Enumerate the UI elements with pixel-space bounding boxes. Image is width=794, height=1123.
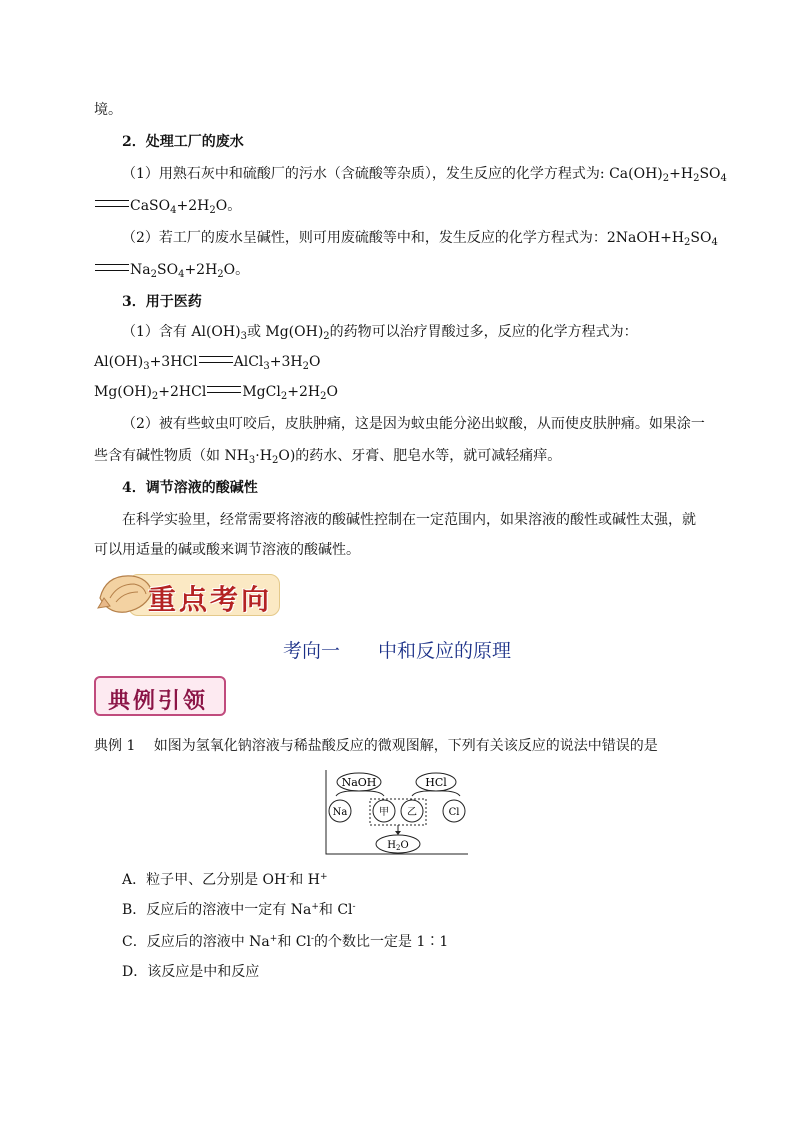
question-text: 典例 1 如图为氢氧化钠溶液与稀盐酸反应的微观图解，下列有关该反应的说法中错误的是 [94,738,658,754]
text-line: 可以用适量的碱或酸来调节溶液的酸碱性。 [94,542,360,558]
heading-4: 4．调节溶液的酸碱性 [122,480,258,496]
example-tag [94,676,226,716]
example-tag-label: 典例引领 [108,688,209,714]
section-title: 考向一 中和反应的原理 [282,640,511,662]
text-line: （2）若工厂的废水呈碱性，则可用废硫酸等中和，发生反应的化学方程式为：$2NaOH+H_2SO_4$ [122,230,718,248]
text-line: （2）被有些蚊虫叮咬后，皮肤肿痛，这是因为蚊虫能分泌出蚁酸，从而使皮肤肿痛。如果涂一 [122,416,705,432]
heading-3: 3．用于医药 [122,294,202,310]
equals-sign [207,386,241,393]
reaction-diagram [324,768,470,856]
water-label: $H_2O$ [387,840,409,852]
key-points-banner [92,566,284,622]
text-line: 在科学实验里，经常需要将溶液的酸碱性控制在一定范围内，如果溶液的酸性或碱性太强，就 [122,512,696,528]
jia-label: 甲 [379,807,389,818]
equation-line: $CaSO_4+2H_2O$。 [94,196,241,216]
equals-sign [95,200,129,207]
yi-label: 乙 [407,807,417,818]
arrow-head [395,831,401,835]
hcl-label: HCl [425,776,447,789]
option-d: D．该反应是中和反应 [122,964,260,980]
naoh-label: NaOH [341,776,377,789]
equals-sign [95,264,129,271]
heading-2: 2．处理工厂的废水 [122,134,244,150]
na-label: Na [332,807,348,818]
equation-line: $Al(OH)_3+3HCl$ $AlCl_3+3H_2O$ [94,354,321,372]
text-line: （1）含有 $Al(OH)_3$或 $Mg(OH)_2$的药物可以治疗胃酸过多，反应的化学方程式为： [122,324,638,342]
equation-line: $Mg(OH)_2+2HCl$ $MgCl_2+2H_2O$ [94,384,338,402]
option-c: C．反应后的溶液中 Na+和 Cl-的个数比一定是 1∶1 [122,934,449,950]
cl-label: Cl [448,807,460,818]
text-line: （1）用熟石灰中和硫酸厂的污水（含硫酸等杂质），发生反应的化学方程式为: $Ca(OH)_2+H_2SO_4$ [122,166,727,184]
banner-title: 重点考向 [148,583,273,616]
text-line: 些含有碱性物质（如 $NH_3\cdot H_2O$)的药水、牙膏、肥皂水等，就可减轻痛痒。 [94,448,562,466]
conch-shell-icon [96,568,156,620]
option-b: B．反应后的溶液中一定有 Na+和 Cl- [122,902,356,918]
text-line: 境。 [94,102,122,118]
option-a: A．粒子甲、乙分别是 OH-和 H+ [122,872,328,888]
equals-sign [199,356,233,363]
equation-line: $Na_2SO_4+2H_2O$。 [94,260,249,280]
